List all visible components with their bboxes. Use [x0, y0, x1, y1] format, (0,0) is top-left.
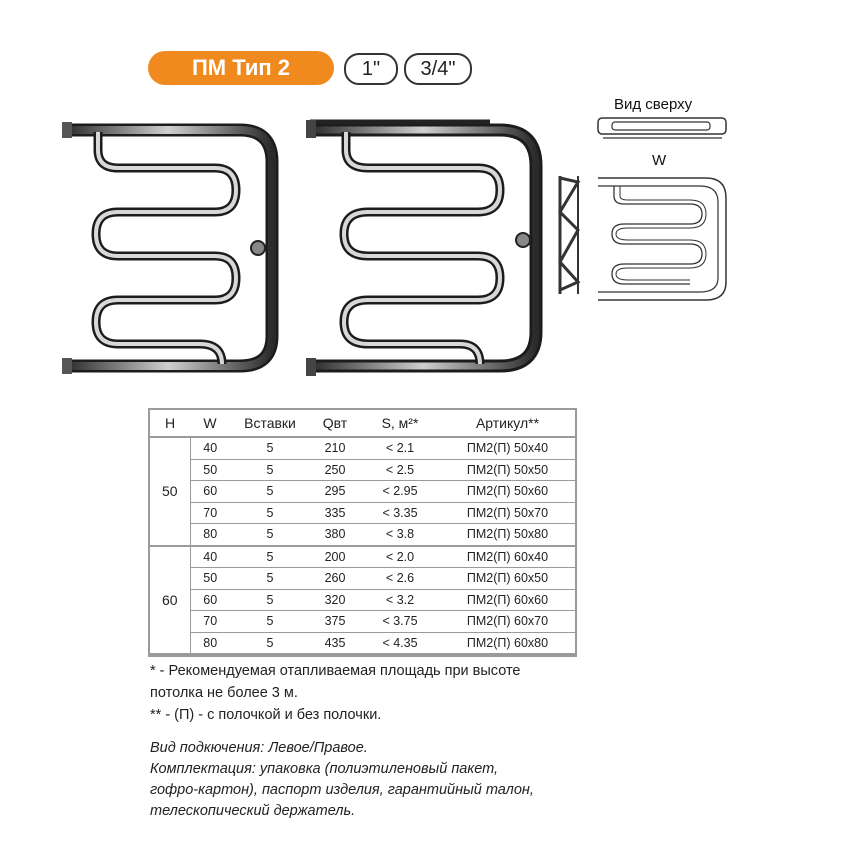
- dryer-front-view-1: [62, 122, 272, 374]
- table-cell: 5: [230, 546, 310, 568]
- model-badge: ПМ Тип 2: [148, 51, 334, 85]
- table-cell: < 4.35: [360, 632, 440, 654]
- table-cell: 5: [230, 481, 310, 503]
- connection-type: Вид подкючения: Левое/Правое.: [150, 740, 368, 756]
- table-cell: 380: [310, 524, 360, 546]
- spec-table-header: [150, 410, 575, 437]
- table-cell: 5: [230, 459, 310, 481]
- note-line: ** - (П) - с полочкой и без полочки.: [150, 707, 382, 723]
- height-cell: 50: [150, 437, 190, 546]
- col-header-inserts: Вставки: [230, 410, 310, 437]
- table-cell: 5: [230, 437, 310, 459]
- table-cell: ПМ2(П) 50x60: [440, 481, 575, 503]
- size-badge-3-4inch: 3/4": [404, 53, 472, 85]
- table-cell: < 3.75: [360, 611, 440, 633]
- table-cell: 250: [310, 459, 360, 481]
- table-row: [150, 546, 575, 568]
- col-header-power: Qвт: [310, 410, 360, 437]
- dryer-schematic: [598, 178, 726, 300]
- table-cell: 5: [230, 611, 310, 633]
- notes: [150, 660, 521, 726]
- package-contents: телескопический держатель.: [150, 803, 356, 819]
- table-cell: 40: [190, 437, 230, 459]
- col-header-h: H: [150, 410, 190, 437]
- table-cell: ПМ2(П) 50x50: [440, 459, 575, 481]
- table-cell: 5: [230, 589, 310, 611]
- table-cell: 5: [230, 502, 310, 524]
- table-row: [150, 481, 575, 503]
- table-cell: < 2.95: [360, 481, 440, 503]
- table-cell: 80: [190, 632, 230, 654]
- table-cell: 375: [310, 611, 360, 633]
- dryer-top-view: [598, 118, 726, 138]
- height-cell: 60: [150, 546, 190, 655]
- table-cell: < 3.2: [360, 589, 440, 611]
- table-cell: < 2.1: [360, 437, 440, 459]
- note-line: потолка не более 3 м.: [150, 685, 298, 701]
- table-cell: ПМ2(П) 60x50: [440, 568, 575, 590]
- table-cell: ПМ2(П) 50x80: [440, 524, 575, 546]
- table-cell: 335: [310, 502, 360, 524]
- table-cell: 260: [310, 568, 360, 590]
- table-cell: 210: [310, 437, 360, 459]
- table-cell: 295: [310, 481, 360, 503]
- table-row: [150, 502, 575, 524]
- table-row: [150, 568, 575, 590]
- table-cell: 50: [190, 568, 230, 590]
- table-cell: 320: [310, 589, 360, 611]
- table-cell: 5: [230, 632, 310, 654]
- col-header-w: W: [190, 410, 230, 437]
- table-cell: 70: [190, 611, 230, 633]
- package-contents: гофро-картон), паспорт изделия, гарантийный талон,: [150, 782, 534, 798]
- table-row: [150, 524, 575, 546]
- table-cell: ПМ2(П) 60x40: [440, 546, 575, 568]
- table-cell: 60: [190, 589, 230, 611]
- dryer-front-view-2: [306, 120, 536, 376]
- table-cell: ПМ2(П) 60x80: [440, 632, 575, 654]
- package-contents: Комплектация: упаковка (полиэтиленовый пакет,: [150, 761, 499, 777]
- col-header-article: Артикул**: [440, 410, 575, 437]
- table-cell: 40: [190, 546, 230, 568]
- table-cell: ПМ2(П) 50x70: [440, 502, 575, 524]
- table-row: [150, 459, 575, 481]
- table-cell: 435: [310, 632, 360, 654]
- table-cell: < 3.35: [360, 502, 440, 524]
- dryer-side-view: [560, 176, 578, 294]
- table-cell: 60: [190, 481, 230, 503]
- note-line: * - Рекомендуемая отапливаемая площадь при высоте: [150, 663, 521, 679]
- table-cell: 70: [190, 502, 230, 524]
- table-cell: < 3.8: [360, 524, 440, 546]
- table-row: [150, 437, 575, 459]
- table-cell: 50: [190, 459, 230, 481]
- table-row: [150, 632, 575, 654]
- table-cell: 5: [230, 568, 310, 590]
- product-illustrations: [0, 0, 850, 400]
- table-row: [150, 589, 575, 611]
- width-label: W: [652, 152, 667, 169]
- table-cell: 5: [230, 524, 310, 546]
- table-cell: 200: [310, 546, 360, 568]
- table-row: [150, 611, 575, 633]
- table-cell: < 2.5: [360, 459, 440, 481]
- top-view-label: Вид сверху: [614, 96, 693, 113]
- table-cell: 80: [190, 524, 230, 546]
- col-header-area: S, м²*: [360, 410, 440, 437]
- table-cell: ПМ2(П) 60x60: [440, 589, 575, 611]
- table-cell: < 2.6: [360, 568, 440, 590]
- footer-info: [150, 738, 534, 822]
- table-cell: < 2.0: [360, 546, 440, 568]
- size-badge-1inch: 1": [344, 53, 398, 85]
- table-cell: ПМ2(П) 50x40: [440, 437, 575, 459]
- table-cell: ПМ2(П) 60x70: [440, 611, 575, 633]
- spec-table: [150, 410, 575, 655]
